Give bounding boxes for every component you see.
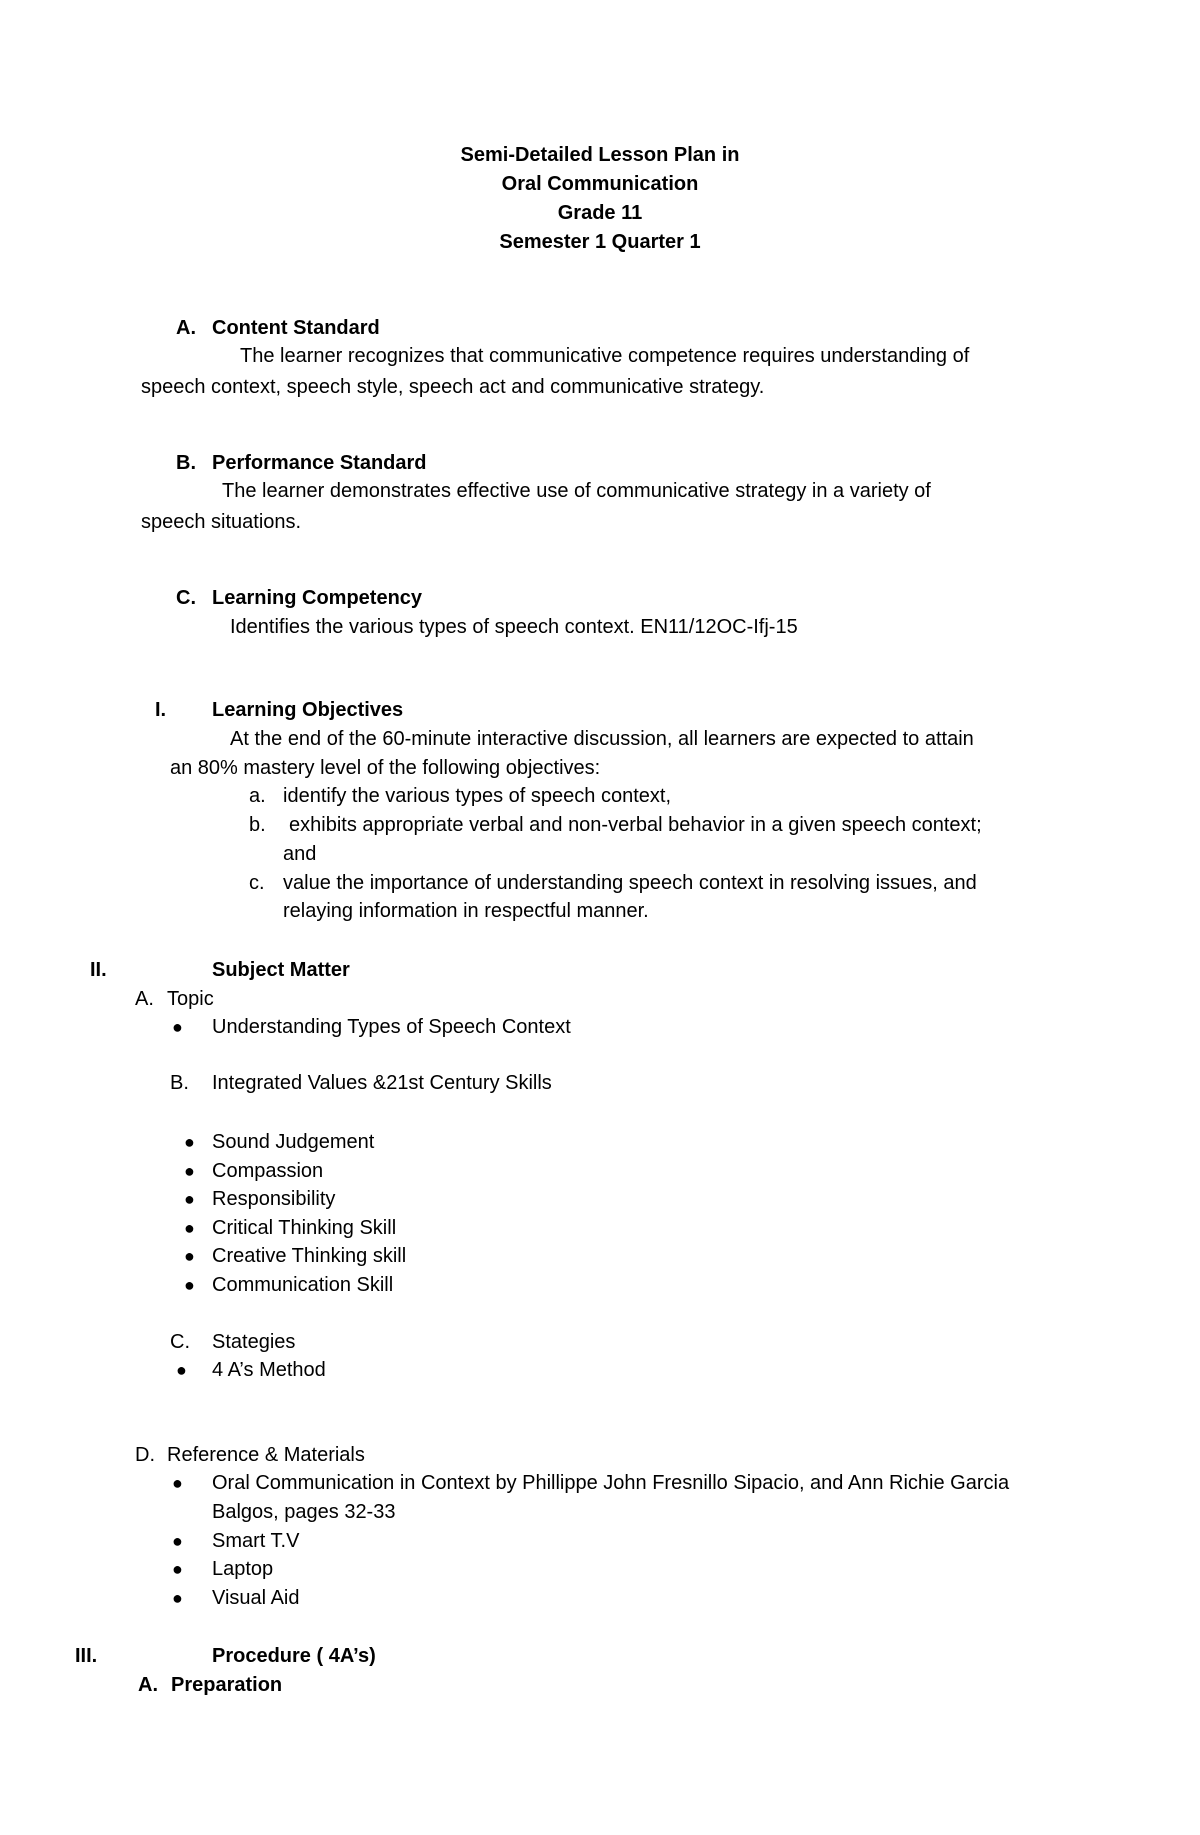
objectives-intro-1: At the end of the 60-minute interactive discussion, all learners are expected to attain [230,728,974,750]
objective-c-marker: c. [249,872,265,894]
references-marker: D. [135,1444,155,1466]
performance-standard-text-1: The learner demonstrates effective use of communicative strategy in a variety of [222,480,931,502]
topic-marker: A. [135,988,154,1010]
performance-standard-text-2: speech situations. [141,511,302,533]
strategies-marker: C. [170,1331,190,1353]
learning-competency-heading: Learning Competency [212,587,423,609]
objective-b-marker: b. [249,814,266,836]
topic-item: Understanding Types of Speech Context [212,1016,571,1038]
strategies-label: Stategies [212,1331,296,1353]
performance-standard-heading: Performance Standard [212,452,427,474]
content-standard-marker: A. [176,317,196,339]
values-item: Creative Thinking skill [212,1245,407,1267]
doc-title: Semi-Detailed Lesson Plan in [460,144,740,166]
learning-competency-marker: C. [176,587,196,609]
preparation-heading: Preparation [171,1674,283,1696]
reference-item: Visual Aid [212,1587,300,1609]
procedure-heading: Procedure ( 4A’s) [212,1645,376,1667]
bullet-icon: ● [184,1275,195,1295]
reference-item: Laptop [212,1558,274,1580]
procedure-marker: III. [75,1645,98,1667]
values-item: Critical Thinking Skill [212,1217,397,1239]
reference-item: Smart T.V [212,1530,300,1552]
subject-matter-marker: II. [90,959,107,981]
content-standard-heading: Content Standard [212,317,380,339]
reference-item-1: Oral Communication in Context by Phillippe John Fresnillo Sipacio, and Ann Richie Garcia [212,1472,1010,1494]
bullet-icon: ● [172,1559,183,1579]
learning-competency-text: Identifies the various types of speech context. EN11/12OC-Ifj-15 [230,616,798,638]
performance-standard-marker: B. [176,452,196,474]
objectives-intro-2: an 80% mastery level of the following objectives: [170,757,601,779]
bullet-icon: ● [172,1017,183,1037]
values-item: Communication Skill [212,1274,394,1296]
content-standard-text-2: speech context, speech style, speech act and communicative strategy. [141,376,765,398]
bullet-icon: ● [184,1218,195,1238]
bullet-icon: ● [172,1588,183,1608]
doc-grade: Grade 11 [557,202,643,224]
topic-label: Topic [167,988,214,1010]
objectives-heading: Learning Objectives [212,699,404,721]
objective-c-text-2: relaying information in respectful manner. [283,900,649,922]
bullet-icon: ● [172,1531,183,1551]
values-item: Sound Judgement [212,1131,375,1153]
preparation-marker: A. [138,1674,158,1696]
objective-b-text-2: and [283,843,317,865]
objective-b-text-1: exhibits appropriate verbal and non-verbal behavior in a given speech context; [289,814,982,836]
references-label: Reference & Materials [167,1444,365,1466]
content-standard-text-1: The learner recognizes that communicative competence requires understanding of [240,345,970,367]
bullet-icon: ● [184,1132,195,1152]
values-marker: B. [170,1072,189,1094]
values-item: Responsibility [212,1188,336,1210]
objective-a-text: identify the various types of speech context, [283,785,671,807]
objective-a-marker: a. [249,785,266,807]
objectives-marker: I. [155,699,167,721]
objective-c-text-1: value the importance of understanding speech context in resolving issues, and [283,872,977,894]
bullet-icon: ● [184,1161,195,1181]
reference-item-1-cont: Balgos, pages 32-33 [212,1501,396,1523]
bullet-icon: ● [176,1360,187,1380]
bullet-icon: ● [172,1473,183,1493]
doc-semester: Semester 1 Quarter 1 [499,231,701,253]
doc-subject: Oral Communication [501,173,699,195]
subject-matter-heading: Subject Matter [212,959,350,981]
values-item: Compassion [212,1160,324,1182]
values-label: Integrated Values &21st Century Skills [212,1072,552,1094]
bullet-icon: ● [184,1189,195,1209]
strategies-item: 4 A’s Method [212,1359,326,1381]
bullet-icon: ● [184,1246,195,1266]
